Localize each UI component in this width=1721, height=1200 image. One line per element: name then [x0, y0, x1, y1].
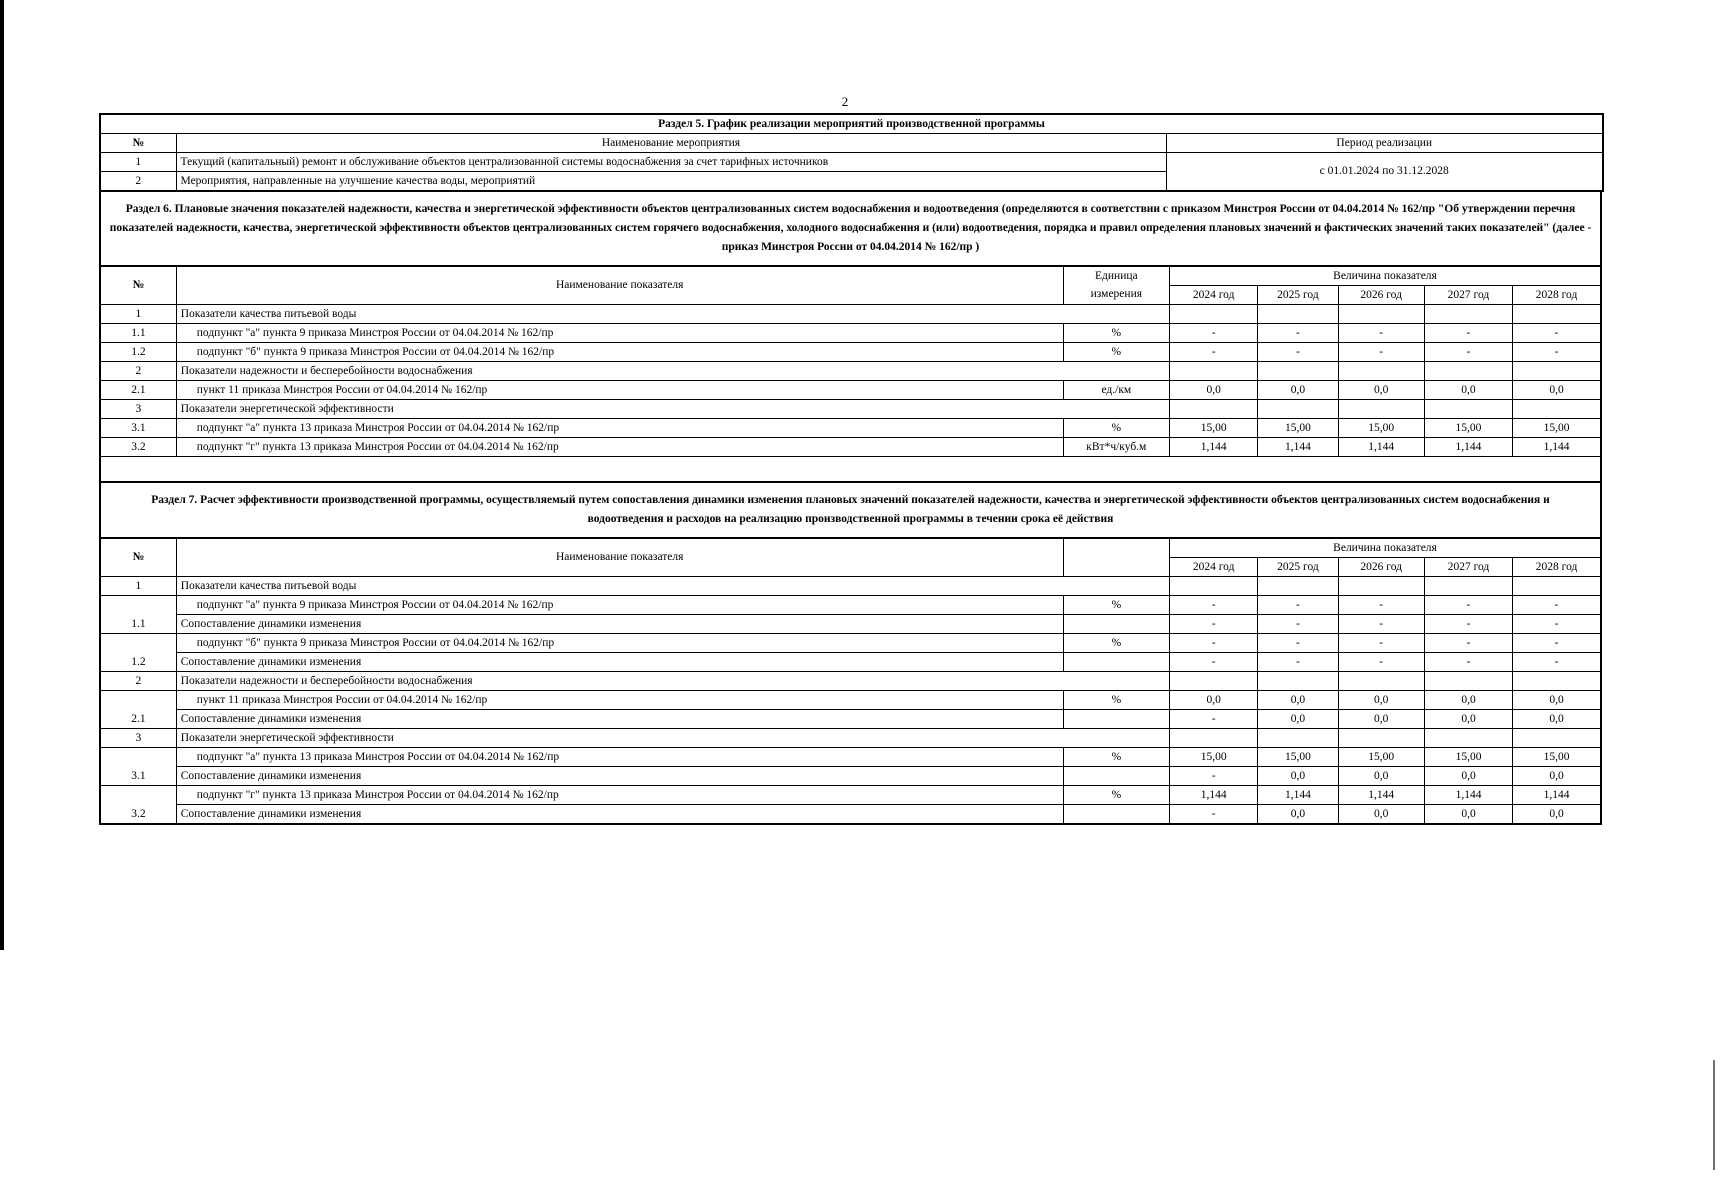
row-value: 15,00 — [1424, 748, 1512, 767]
row-num: 2 — [100, 362, 176, 381]
compare-value: - — [1170, 710, 1258, 729]
row-value: 1,144 — [1424, 438, 1512, 457]
section7-col-name: Наименование показателя — [176, 538, 1063, 577]
row-value-empty — [1424, 577, 1512, 596]
row-name: пункт 11 приказа Минстроя России от 04.04.2014 № 162/пр — [176, 691, 1063, 710]
row-value-empty — [1170, 362, 1258, 381]
row-value: - — [1424, 343, 1512, 362]
scan-edge-right — [1713, 1060, 1715, 1170]
compare-value: 0,0 — [1424, 710, 1512, 729]
row-value: 15,00 — [1170, 748, 1258, 767]
row-value: 0,0 — [1424, 381, 1512, 400]
section7-row — [100, 691, 1601, 710]
section6-row — [100, 438, 1601, 457]
compare-value: - — [1424, 615, 1512, 634]
row-value: - — [1170, 343, 1258, 362]
row-value: 15,00 — [1513, 748, 1601, 767]
row-name: подпункт "г" пункта 13 приказа Минстроя России от 04.04.2014 № 162/пр — [176, 786, 1063, 805]
row-value-empty — [1513, 729, 1601, 748]
row-name: подпункт "б" пункта 9 приказа Минстроя России от 04.04.2014 № 162/пр — [176, 343, 1063, 362]
compare-name: Сопоставление динамики изменения — [176, 767, 1063, 786]
row-num: 1 — [100, 577, 176, 596]
section7-compare-row — [100, 805, 1601, 825]
row-value-empty — [1338, 577, 1424, 596]
row-value: 15,00 — [1338, 748, 1424, 767]
section6-group-row — [100, 400, 1601, 419]
section7-year: 2024 год — [1170, 558, 1258, 577]
section5-row-name: Мероприятия, направленные на улучшение качества воды, мероприятий — [176, 172, 1166, 192]
row-value: 1,144 — [1170, 786, 1258, 805]
row-unit: % — [1063, 596, 1169, 615]
compare-value: - — [1170, 767, 1258, 786]
row-value: 1,144 — [1424, 786, 1512, 805]
section6-group-row — [100, 362, 1601, 381]
compare-value: 0,0 — [1424, 767, 1512, 786]
row-value-empty — [1258, 305, 1338, 324]
row-value-empty — [1258, 672, 1338, 691]
row-num: 3 — [100, 400, 176, 419]
section7-col-num: № — [100, 538, 176, 577]
row-name: подпункт "б" пункта 9 приказа Минстроя России от 04.04.2014 № 162/пр — [176, 634, 1063, 653]
row-num: 1.2 — [100, 343, 176, 362]
section6-col-unit: Единица — [1063, 266, 1169, 286]
row-value: - — [1258, 634, 1338, 653]
section7-year: 2028 год — [1513, 558, 1601, 577]
compare-name: Сопоставление динамики изменения — [176, 710, 1063, 729]
row-value-empty — [1170, 577, 1258, 596]
compare-value: 0,0 — [1513, 710, 1601, 729]
section6-row — [100, 381, 1601, 400]
section6-col-num: № — [100, 266, 176, 305]
row-value: 1,144 — [1258, 786, 1338, 805]
row-value-empty — [1170, 305, 1258, 324]
row-value-empty — [1424, 362, 1512, 381]
section6-year: 2024 год — [1170, 286, 1258, 305]
row-value-empty — [1258, 362, 1338, 381]
section5-period: с 01.01.2024 по 31.12.2028 — [1166, 153, 1603, 192]
row-value: 0,0 — [1170, 381, 1258, 400]
section6-year: 2026 год — [1338, 286, 1424, 305]
row-value-empty — [1424, 672, 1512, 691]
row-value-empty — [1513, 672, 1601, 691]
row-value-empty — [1170, 672, 1258, 691]
compare-value: - — [1170, 615, 1258, 634]
row-num: 1 — [100, 305, 176, 324]
row-value: 1,144 — [1513, 786, 1601, 805]
compare-value: 0,0 — [1513, 767, 1601, 786]
row-value: 15,00 — [1258, 748, 1338, 767]
row-value: 0,0 — [1338, 691, 1424, 710]
compare-unit-empty — [1063, 653, 1169, 672]
row-value-empty — [1424, 729, 1512, 748]
section6-group-row — [100, 305, 1601, 324]
row-num: 1.1 — [100, 324, 176, 343]
row-group-name: Показатели энергетической эффективности — [176, 400, 1169, 419]
compare-value: - — [1258, 653, 1338, 672]
row-name: подпункт "а" пункта 13 приказа Минстроя России от 04.04.2014 № 162/пр — [176, 748, 1063, 767]
row-num: 1.1 — [100, 596, 176, 634]
row-name: пункт 11 приказа Минстроя России от 04.04.2014 № 162/пр — [176, 381, 1063, 400]
row-value-empty — [1513, 362, 1601, 381]
section5-row-num: 2 — [100, 172, 176, 192]
compare-value: - — [1513, 653, 1601, 672]
row-unit: ед./км — [1063, 381, 1169, 400]
row-value: 0,0 — [1258, 691, 1338, 710]
section7-group-row — [100, 729, 1601, 748]
row-value: - — [1258, 596, 1338, 615]
section7-col-unit — [1063, 538, 1169, 577]
compare-value: 0,0 — [1338, 710, 1424, 729]
section7-group-row — [100, 577, 1601, 596]
compare-value: 0,0 — [1513, 805, 1601, 825]
section7-row — [100, 748, 1601, 767]
section7-rows — [100, 577, 1601, 825]
section5-row-num: 1 — [100, 153, 176, 172]
row-name: подпункт "а" пункта 13 приказа Минстроя России от 04.04.2014 № 162/пр — [176, 419, 1063, 438]
section6-row — [100, 419, 1601, 438]
row-value-empty — [1338, 305, 1424, 324]
section7-compare-row — [100, 653, 1601, 672]
row-value: 1,144 — [1513, 438, 1601, 457]
section5-col-name: Наименование мероприятия — [176, 134, 1166, 153]
compare-value: - — [1338, 615, 1424, 634]
scan-edge-left — [0, 0, 4, 950]
compare-value: 0,0 — [1258, 767, 1338, 786]
compare-value: 0,0 — [1424, 805, 1512, 825]
section6-row — [100, 343, 1601, 362]
row-name: подпункт "а" пункта 9 приказа Минстроя России от 04.04.2014 № 162/пр — [176, 596, 1063, 615]
section7-row — [100, 596, 1601, 615]
compare-value: 0,0 — [1258, 805, 1338, 825]
row-value: 15,00 — [1338, 419, 1424, 438]
section7-year: 2027 год — [1424, 558, 1512, 577]
row-value: 0,0 — [1170, 691, 1258, 710]
row-num: 3.2 — [100, 786, 176, 825]
compare-unit-empty — [1063, 805, 1169, 825]
row-num: 2.1 — [100, 691, 176, 729]
compare-value: - — [1258, 615, 1338, 634]
row-value: - — [1513, 343, 1601, 362]
row-value: 0,0 — [1258, 381, 1338, 400]
row-value: - — [1170, 324, 1258, 343]
section6-rows — [100, 305, 1601, 457]
row-value-empty — [1513, 400, 1601, 419]
section5-col-num: № — [100, 134, 176, 153]
compare-value: 0,0 — [1338, 805, 1424, 825]
row-unit: кВт*ч/куб.м — [1063, 438, 1169, 457]
row-num: 1.2 — [100, 634, 176, 672]
section6-col-unit-2: измерения — [1063, 286, 1169, 305]
row-value-empty — [1338, 672, 1424, 691]
row-value-empty — [1170, 729, 1258, 748]
row-unit: % — [1063, 748, 1169, 767]
section7-compare-row — [100, 767, 1601, 786]
row-value-empty — [1424, 400, 1512, 419]
row-value: 15,00 — [1258, 419, 1338, 438]
compare-value: 0,0 — [1338, 767, 1424, 786]
section7-group-row — [100, 672, 1601, 691]
row-value: 1,144 — [1338, 786, 1424, 805]
section7-table — [99, 481, 1602, 825]
row-value: - — [1424, 324, 1512, 343]
document-body — [99, 113, 1602, 825]
section7-year: 2025 год — [1258, 558, 1338, 577]
row-value: - — [1513, 324, 1601, 343]
section7-col-value: Величина показателя — [1170, 538, 1601, 558]
compare-value: - — [1424, 653, 1512, 672]
compare-value: - — [1170, 653, 1258, 672]
section6-col-name: Наименование показателя — [176, 266, 1063, 305]
row-unit: % — [1063, 324, 1169, 343]
row-value: - — [1170, 634, 1258, 653]
row-value-empty — [1513, 577, 1601, 596]
section7-title: Раздел 7. Расчет эффективности производственной программы, осуществляемый путем сопоставления динамики изменения плановых значений показателей надежности, качества и энергетической эффективности объектов централизованных систем водоснабжения и водоотведения и расходов на реализацию производственной программы в течении срока её действия — [151, 494, 1550, 525]
row-value-empty — [1258, 400, 1338, 419]
section6-col-value: Величина показателя — [1170, 266, 1602, 286]
section7-year: 2026 год — [1338, 558, 1424, 577]
row-value: - — [1338, 596, 1424, 615]
row-group-name: Показатели надежности и бесперебойности водоснабжения — [176, 672, 1169, 691]
row-value: - — [1258, 324, 1338, 343]
section5-row-name: Текущий (капитальный) ремонт и обслуживание объектов централизованной системы водоснабжения за счет тарифных источников — [176, 153, 1166, 172]
section6-table — [99, 192, 1602, 481]
row-group-name: Показатели энергетической эффективности — [176, 729, 1169, 748]
row-value: - — [1338, 343, 1424, 362]
section5-col-period: Период реализации — [1166, 134, 1603, 153]
row-value: 1,144 — [1258, 438, 1338, 457]
row-num: 2.1 — [100, 381, 176, 400]
compare-unit-empty — [1063, 767, 1169, 786]
compare-unit-empty — [1063, 710, 1169, 729]
row-name: подпункт "г" пункта 13 приказа Минстроя России от 04.04.2014 № 162/пр — [176, 438, 1063, 457]
compare-name: Сопоставление динамики изменения — [176, 615, 1063, 634]
row-value-empty — [1258, 577, 1338, 596]
row-value: - — [1338, 324, 1424, 343]
row-group-name: Показатели надежности и бесперебойности водоснабжения — [176, 362, 1169, 381]
row-value: 15,00 — [1513, 419, 1601, 438]
section6-title: Раздел 6. Плановые значения показателей надежности, качества и энергетической эффективности объектов централизованных систем водоснабжения и водоотведения (определяются в соответствии с приказом Минстроя России от 04.04.2014 № 162/пр "Об утверждении перечня показателей надежности, качества, энергетической эффективности объектов централизованных систем горячего водоснабжения, холодного водоснабжения и (или) водоотведения, порядка и правил определения плановых значений и фактических значений таких показателей" (далее - приказ Минстроя России от 04.04.2014 № 162/пр ) — [109, 203, 1592, 253]
row-value-empty — [1513, 305, 1601, 324]
row-num: 3.1 — [100, 748, 176, 786]
row-num: 3.2 — [100, 438, 176, 457]
row-value: 15,00 — [1170, 419, 1258, 438]
section7-row — [100, 786, 1601, 805]
row-value: - — [1338, 634, 1424, 653]
section5-title: Раздел 5. График реализации мероприятий производственной программы — [100, 114, 1603, 134]
compare-name: Сопоставление динамики изменения — [176, 653, 1063, 672]
row-unit: % — [1063, 786, 1169, 805]
compare-value: - — [1170, 805, 1258, 825]
compare-value: - — [1513, 615, 1601, 634]
section5-table — [99, 113, 1604, 192]
row-value: - — [1513, 634, 1601, 653]
compare-value: 0,0 — [1258, 710, 1338, 729]
row-value-empty — [1424, 305, 1512, 324]
section7-compare-row — [100, 615, 1601, 634]
row-value: 0,0 — [1338, 381, 1424, 400]
section6-year: 2028 год — [1513, 286, 1601, 305]
row-unit: % — [1063, 634, 1169, 653]
compare-unit-empty — [1063, 615, 1169, 634]
page-number: 2 — [841, 94, 849, 109]
section6-year: 2027 год — [1424, 286, 1512, 305]
row-value: 0,0 — [1424, 691, 1512, 710]
row-unit: % — [1063, 343, 1169, 362]
row-value: - — [1424, 596, 1512, 615]
row-unit: % — [1063, 419, 1169, 438]
section6-year: 2025 год — [1258, 286, 1338, 305]
row-value: 0,0 — [1513, 691, 1601, 710]
row-value-empty — [1258, 729, 1338, 748]
row-value-empty — [1170, 400, 1258, 419]
compare-value: - — [1338, 653, 1424, 672]
row-num: 2 — [100, 672, 176, 691]
section6-row — [100, 324, 1601, 343]
row-value: - — [1258, 343, 1338, 362]
compare-name: Сопоставление динамики изменения — [176, 805, 1063, 825]
row-group-name: Показатели качества питьевой воды — [176, 577, 1169, 596]
row-value: 15,00 — [1424, 419, 1512, 438]
row-value: - — [1513, 596, 1601, 615]
row-unit: % — [1063, 691, 1169, 710]
row-group-name: Показатели качества питьевой воды — [176, 305, 1169, 324]
row-value: 1,144 — [1338, 438, 1424, 457]
row-value: - — [1170, 596, 1258, 615]
row-value-empty — [1338, 362, 1424, 381]
row-value-empty — [1338, 729, 1424, 748]
row-value: - — [1424, 634, 1512, 653]
row-value: 0,0 — [1513, 381, 1601, 400]
row-value: 1,144 — [1170, 438, 1258, 457]
row-name: подпункт "а" пункта 9 приказа Минстроя России от 04.04.2014 № 162/пр — [176, 324, 1063, 343]
section7-row — [100, 634, 1601, 653]
row-num: 3.1 — [100, 419, 176, 438]
row-value-empty — [1338, 400, 1424, 419]
section7-compare-row — [100, 710, 1601, 729]
row-num: 3 — [100, 729, 176, 748]
